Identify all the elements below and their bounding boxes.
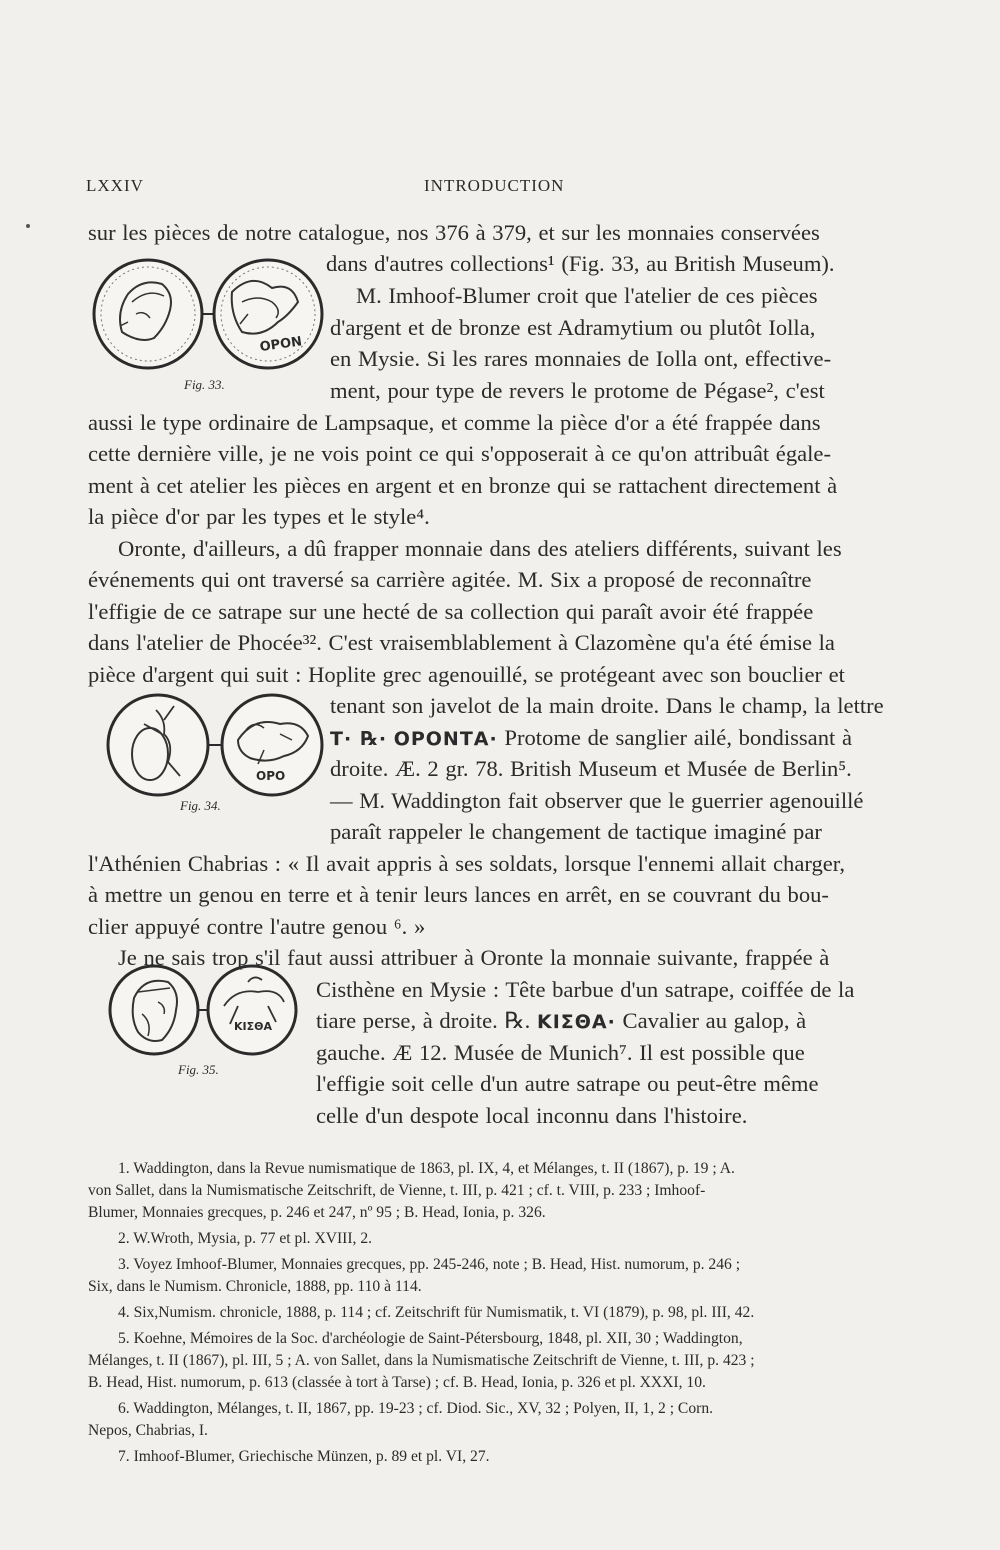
- greek-legend: ΟΡΟΝΤΑ·: [393, 728, 498, 750]
- footnote-line: 6. Waddington, Mélanges, t. II, 1867, pp. 19-23 ; cf. Diod. Sic., XV, 32 ; Polyen, II, 1, 2 ; Corn.: [118, 1400, 714, 1417]
- body-line: gauche. Æ 12. Musée de Munich⁷. Il est possible que: [316, 1040, 805, 1065]
- body-line: M. Imhoof-Blumer croit que l'atelier de ces pièces: [356, 283, 818, 308]
- figure-34-caption: Fig. 34.: [180, 798, 221, 813]
- body-text: Cavalier au galop, à: [622, 1008, 807, 1033]
- body-line: événements qui ont traversé sa carrière agitée. M. Six a proposé de reconnaître: [88, 567, 812, 592]
- body-line: d'argent et de bronze est Adramytium ou plutôt Iolla,: [330, 315, 816, 340]
- footnote-line: Mélanges, t. II (1867), pl. III, 5 ; A. von Sallet, dans la Numismatische Zeitschrift de Vienne, t. III, p. 423 ;: [88, 1352, 755, 1369]
- body-line: l'effigie de ce satrape sur une hecté de sa collection qui paraît avoir été frappée: [88, 599, 814, 624]
- margin-mark: [26, 224, 30, 228]
- body-line: paraît rappeler le changement de tactique imaginé par: [330, 819, 822, 844]
- footnote-line: von Sallet, dans la Numismatische Zeitschrift, de Vienne, t. III, p. 421 ; cf. t. VIII, p. 233 ; Imhoof-: [88, 1182, 706, 1199]
- body-line: à mettre un genou en terre et à tenir leurs lances en arrêt, en se couvrant du bou-: [88, 882, 829, 907]
- body-line: Oronte, d'ailleurs, a dû frapper monnaie dans des ateliers différents, suivant les: [118, 536, 842, 561]
- greek-legend: Τ· ℞·: [330, 728, 388, 750]
- body-line: — M. Waddington fait observer que le guerrier agenouillé: [330, 788, 864, 813]
- figure-35-reverse-legend: ΚΙΣΘΑ: [234, 1020, 272, 1033]
- figure-34-coins: [104, 690, 326, 800]
- figure-33-coins: [92, 252, 324, 376]
- figure-35-caption: Fig. 35.: [178, 1062, 219, 1077]
- body-line: dans l'atelier de Phocée³². C'est vraisemblablement à Clazomène qu'a été émise la: [88, 630, 835, 655]
- body-line: tenant son javelot de la main droite. Dans le champ, la lettre: [330, 693, 884, 718]
- body-line: dans d'autres collections¹ (Fig. 33, au British Museum).: [326, 251, 835, 276]
- running-title: INTRODUCTION: [424, 176, 565, 195]
- page-number: LXXIV: [86, 176, 144, 195]
- body-text: Protome de sanglier ailé, bondissant à: [504, 725, 852, 750]
- body-line: ment à cet atelier les pièces en argent et en bronze qui se rattachent directement à: [88, 473, 838, 498]
- figure-34-reverse-legend: ΟΡΟ: [256, 769, 286, 783]
- body-line: ment, pour type de revers le protome de Pégase², c'est: [330, 378, 825, 403]
- greek-legend: ΚΙΣΘΑ·: [536, 1011, 616, 1033]
- body-line: cette dernière ville, je ne vois point ce qui s'opposerait à ce qu'on attribuât égale-: [88, 441, 831, 466]
- body-line: aussi le type ordinaire de Lampsaque, et comme la pièce d'or a été frappée dans: [88, 410, 821, 435]
- footnote-line: 7. Imhoof-Blumer, Griechische Münzen, p. 89 et pl. VI, 27.: [118, 1448, 490, 1465]
- body-line: Cisthène en Mysie : Tête barbue d'un satrape, coiffée de la: [316, 977, 855, 1002]
- figure-35-coins: [108, 962, 304, 1058]
- body-line: pièce d'argent qui suit : Hoplite grec agenouillé, se protégeant avec son bouclier et: [88, 662, 845, 687]
- body-line: l'Athénien Chabrias : « Il avait appris à ses soldats, lorsque l'ennemi allait charger,: [88, 851, 846, 876]
- footnote-line: 2. W.Wroth, Mysia, p. 77 et pl. XVIII, 2.: [118, 1230, 373, 1247]
- footnote-line: B. Head, Hist. numorum, p. 613 (classée à tort à Tarse) ; cf. B. Head, Ionia, p. 326 et pl. XXXI, 10.: [88, 1374, 706, 1391]
- footnote-line: 5. Koehne, Mémoires de la Soc. d'archéologie de Saint-Pétersbourg, 1848, pl. XII, 30 ; Waddington,: [118, 1330, 743, 1347]
- footnote-line: Blumer, Monnaies grecques, p. 246 et 247, nº 95 ; B. Head, Ionia, p. 326.: [88, 1204, 546, 1221]
- body-text: tiare perse, à droite. ℞.: [316, 1008, 531, 1033]
- footnote-line: 3. Voyez Imhoof-Blumer, Monnaies grecques, pp. 245-246, note ; B. Head, Hist. numorum, p. 246 ;: [118, 1256, 741, 1273]
- body-line: celle d'un despote local inconnu dans l'histoire.: [316, 1103, 748, 1128]
- body-line: sur les pièces de notre catalogue, nos 376 à 379, et sur les monnaies conservées: [88, 220, 820, 245]
- body-line: clier appuyé contre l'autre genou ⁶. »: [88, 914, 426, 939]
- body-line: Je ne sais trop s'il faut aussi attribuer à Oronte la monnaie suivante, frappée à: [118, 945, 830, 970]
- figure-33-reverse-legend: ΟΡΟΝ: [258, 334, 304, 356]
- body-line: en Mysie. Si les rares monnaies de Iolla ont, effective-: [330, 346, 832, 371]
- body-line: l'effigie soit celle d'un autre satrape ou peut-être même: [316, 1071, 819, 1096]
- footnote-line: Nepos, Chabrias, I.: [88, 1422, 208, 1439]
- footnote-line: Six, dans le Numism. Chronicle, 1888, pp. 110 à 114.: [88, 1278, 422, 1295]
- figure-33-caption: Fig. 33.: [184, 377, 225, 392]
- body-line: la pièce d'or par les types et le style⁴.: [88, 504, 430, 529]
- body-line: [330, 724, 852, 753]
- body-line: droite. Æ. 2 gr. 78. British Museum et Musée de Berlin⁵.: [330, 756, 852, 781]
- body-line: [316, 1007, 806, 1036]
- footnote-line: 4. Six,Numism. chronicle, 1888, p. 114 ; cf. Zeitschrift für Numismatik, t. VI (1879), p. 98, pl. III, 42.: [118, 1304, 755, 1321]
- footnote-line: 1. Waddington, dans la Revue numismatique de 1863, pl. IX, 4, et Mélanges, t. II (1867), p. 19 ; A.: [118, 1160, 735, 1177]
